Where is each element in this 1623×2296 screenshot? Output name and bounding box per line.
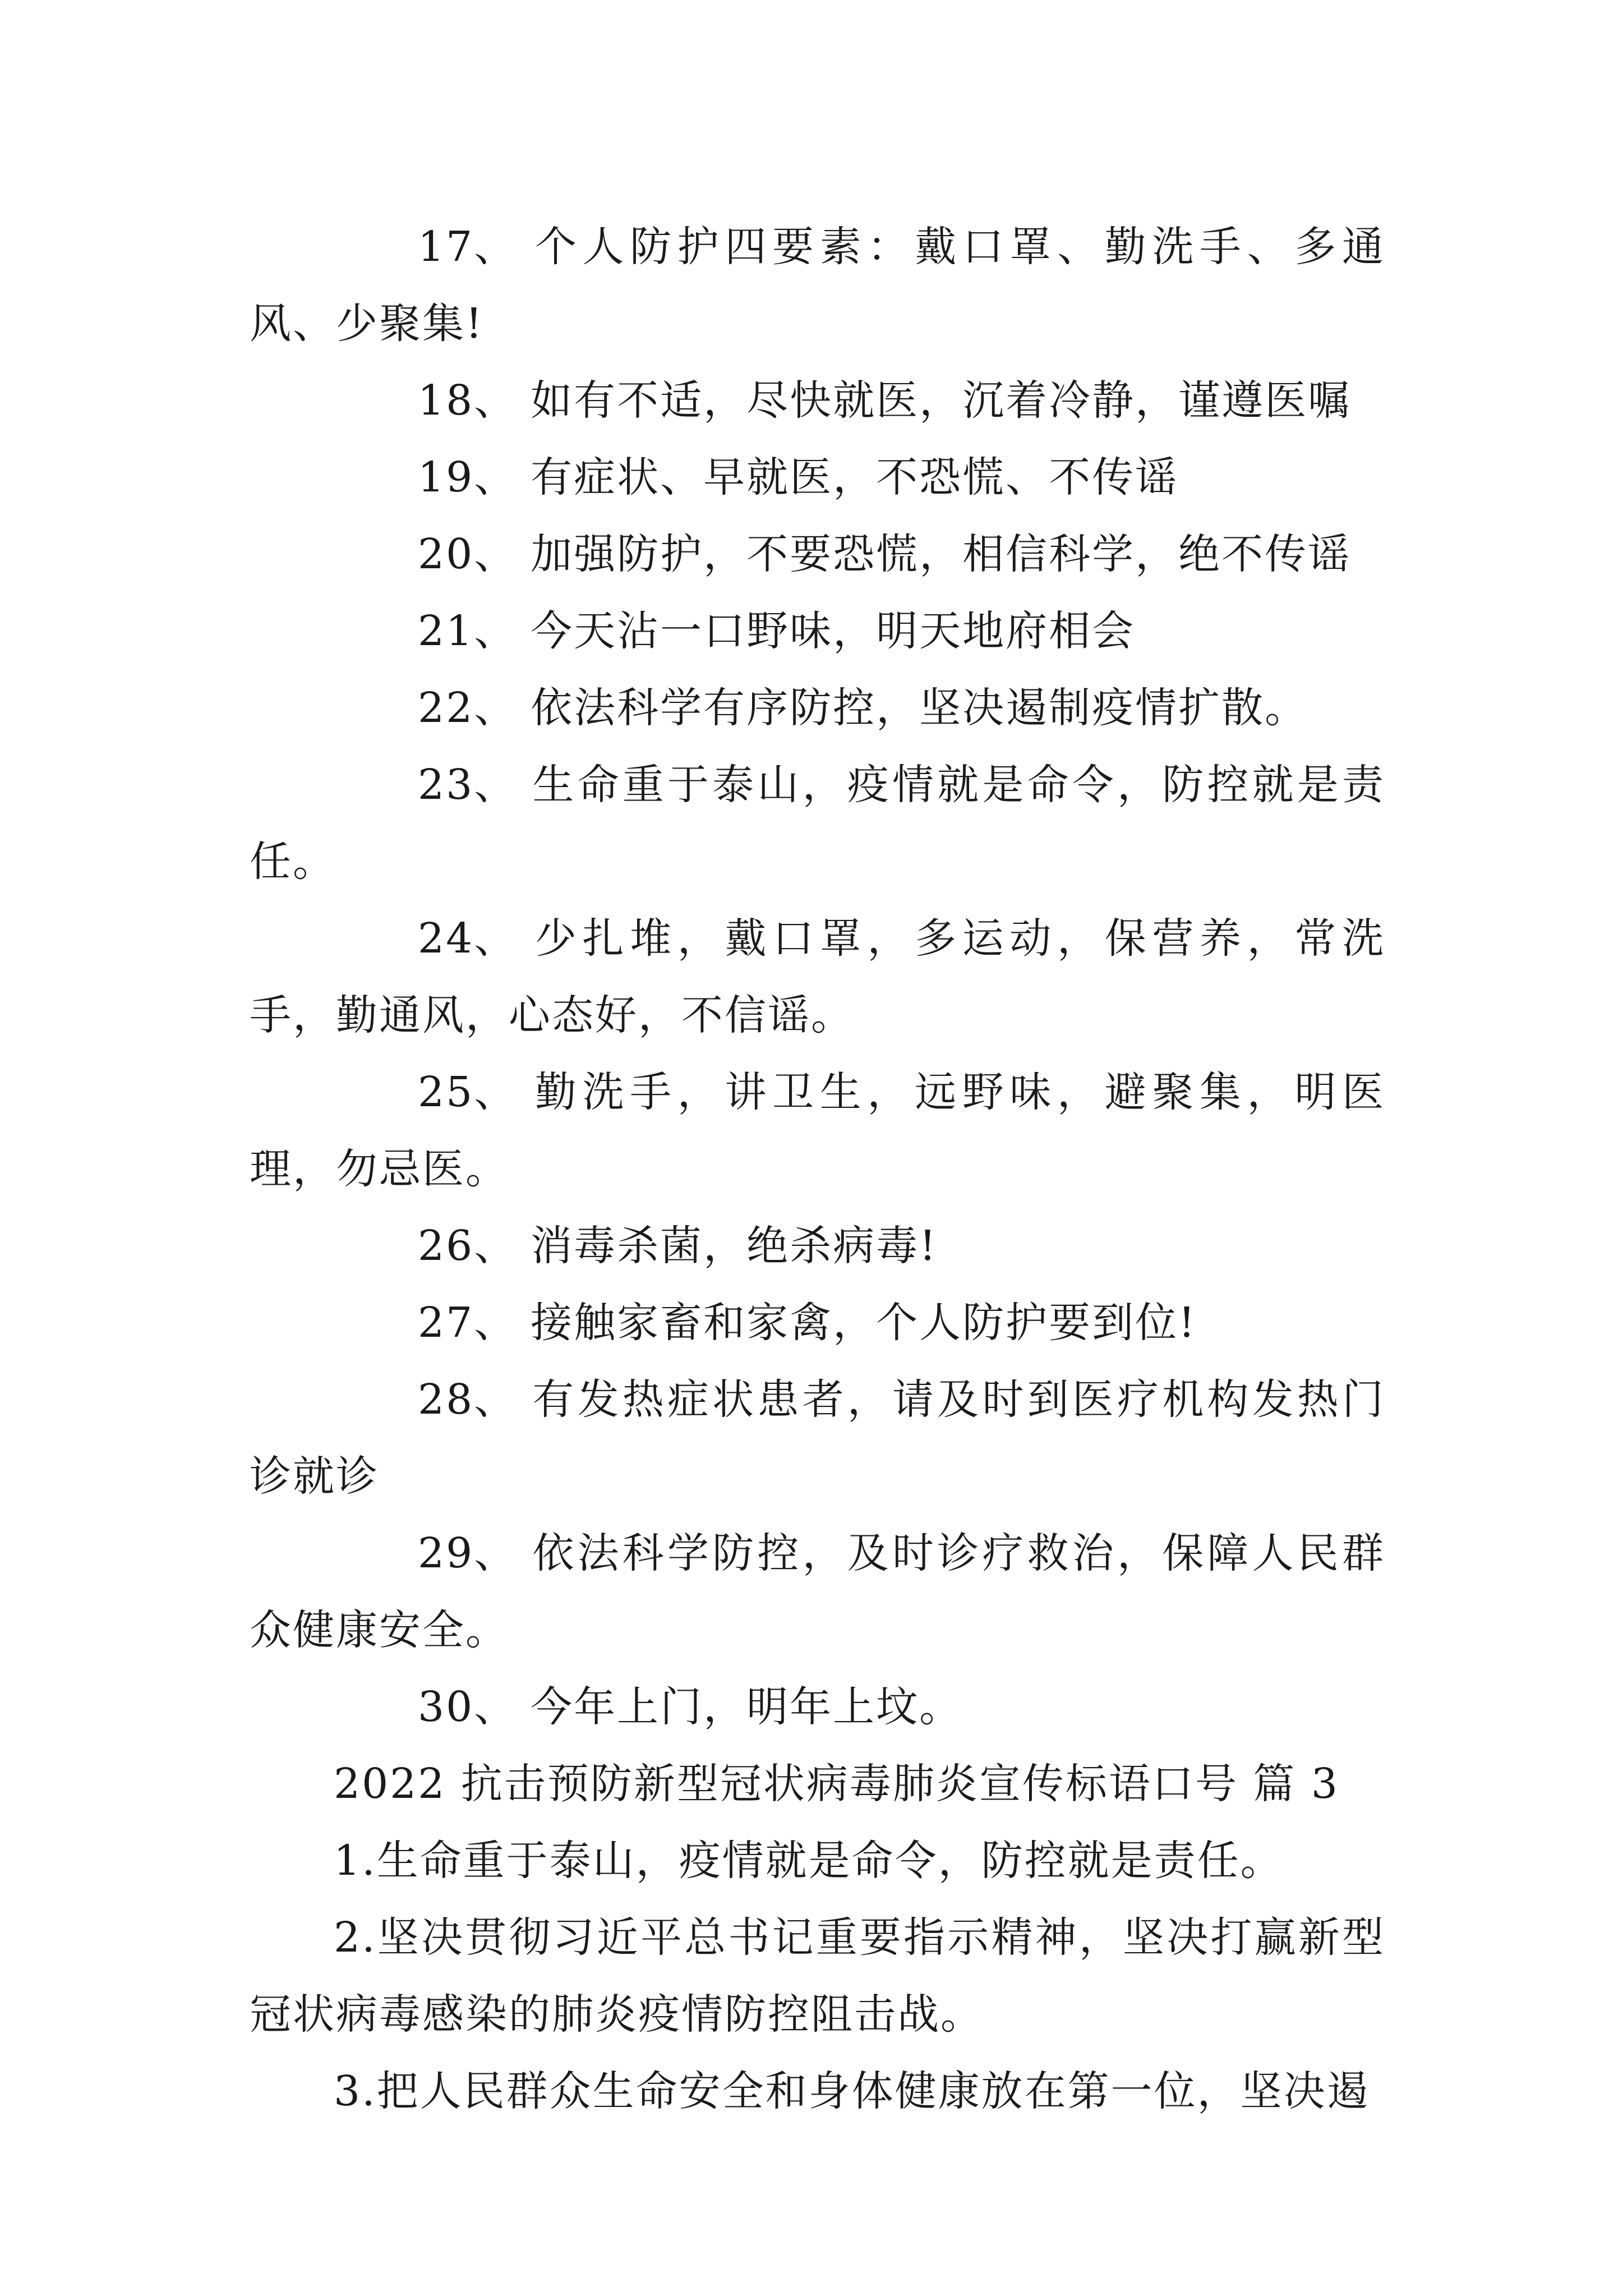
slogan-item-20 [250,516,1385,593]
item-number: 20、 [418,530,518,578]
item-text: 消毒杀菌，绝杀病毒! [531,1222,938,1270]
item-text: 今年上门，明年上坟。 [531,1683,963,1731]
slogan-item-21 [250,593,1385,670]
item-text: 生命重于泰山，疫情就是命令，防控就是责任。 [250,761,1385,886]
item-number: 26、 [418,1222,518,1270]
slogan-item-24 [250,900,1385,1054]
item-text: 少扎堆，戴口罩，多运动，保营养，常洗手，勤通风，心态好，不信谣。 [250,914,1385,1039]
slogan-item-19 [250,439,1385,516]
section-item-1: 1.生命重于泰山，疫情就是命令，防控就是责任。 [334,1837,1284,1885]
slogan-item-27 [250,1285,1385,1361]
item-text: 有发热症状患者，请及时到医疗机构发热门诊就诊 [250,1375,1385,1501]
slogan-item-18 [250,362,1385,439]
item-text: 今天沾一口野味，明天地府相会 [531,607,1136,655]
item-number: 17、 [418,223,518,271]
section-item-2: 2.坚决贯彻习近平总书记重要指示精神，坚决打赢新型冠状病毒感染的肺炎疫情防控阻击战。 [250,1913,1385,2039]
item-number: 21、 [418,607,518,655]
item-number: 25、 [418,1068,518,1116]
slogan-item-28 [250,1361,1385,1515]
item-text: 有症状、早就医，不恐慌、不传谣 [531,453,1179,501]
slogan-item-30 [250,1669,1385,1746]
slogan-item-23 [250,747,1385,900]
slogan-item-22 [250,670,1385,747]
item-text: 如有不适，尽快就医，沉着冷静，谨遵医嘱 [531,376,1352,425]
item-number: 23、 [418,761,518,809]
slogan-item-29 [250,1515,1385,1669]
item-text: 接触家畜和家禽，个人防护要到位! [531,1299,1197,1347]
slogan-item-17 [250,209,1385,362]
slogan-item-26 [250,1208,1385,1285]
section-heading: 2022 抗击预防新型冠状病毒肺炎宣传标语口号 篇 3 [334,1760,1339,1808]
item-number: 18、 [418,376,518,425]
item-text: 依法科学防控，及时诊疗救治，保障人民群众健康安全。 [250,1529,1385,1654]
item-number: 28、 [418,1375,518,1424]
document-body [250,209,1385,2130]
item-text: 加强防护，不要恐慌，相信科学，绝不传谣 [531,530,1352,578]
slogan-item-25 [250,1054,1385,1208]
item-number: 29、 [418,1529,518,1577]
item-number: 22、 [418,684,518,732]
item-text: 依法科学有序防控，坚决遏制疫情扩散。 [531,684,1308,732]
item-number: 27、 [418,1299,518,1347]
item-text: 个人防护四要素：戴口罩、勤洗手、多通风、少聚集! [250,223,1385,348]
item-number: 19、 [418,453,518,501]
section-item-3: 3.把人民群众生命安全和身体健康放在第一位，坚决遏 [334,2067,1370,2115]
item-text: 勤洗手，讲卫生，远野味，避聚集，明医理，勿忌医。 [250,1068,1385,1193]
item-number: 24、 [418,914,518,963]
item-number: 30、 [418,1683,518,1731]
